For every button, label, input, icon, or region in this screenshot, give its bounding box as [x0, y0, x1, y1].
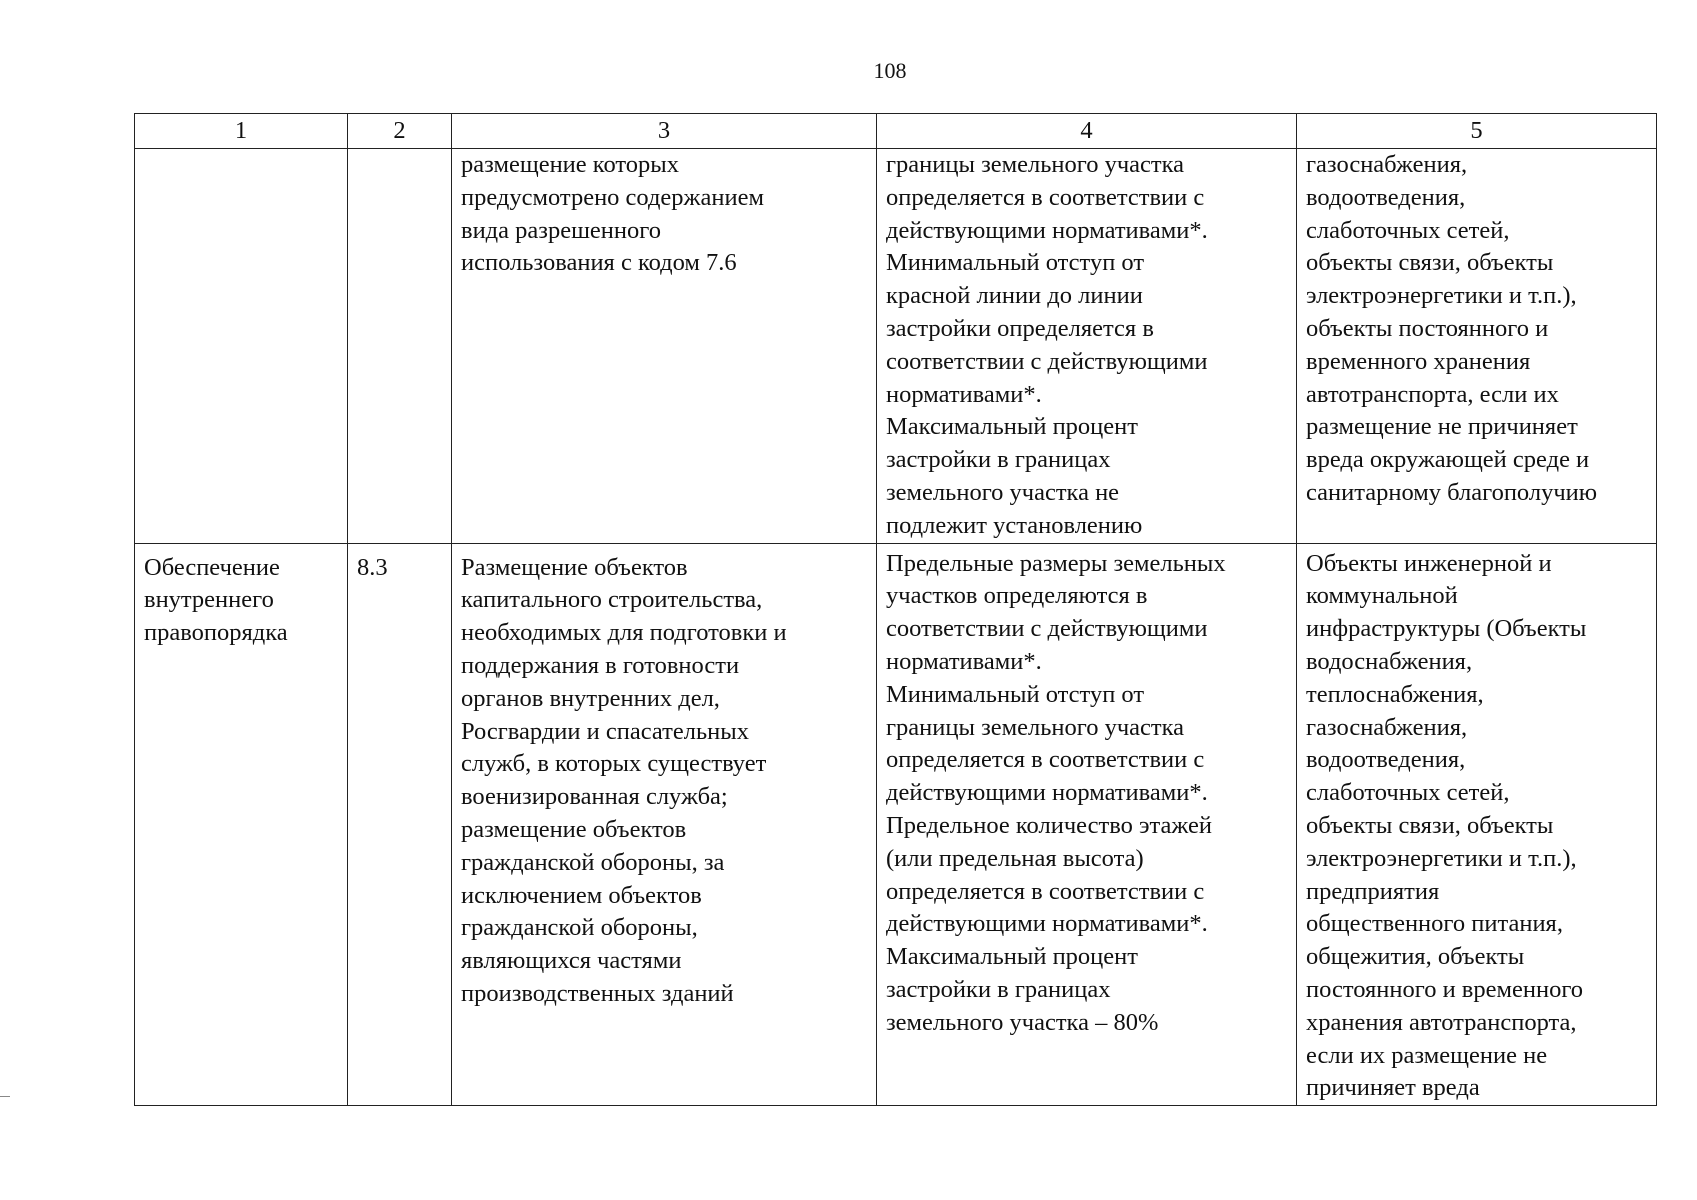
- column-header-2: 2: [348, 114, 452, 149]
- code-text: 8.3: [357, 553, 388, 581]
- use-type-text: Обеспечение внутреннего правопорядка: [144, 553, 288, 647]
- parameters-text: границы земельного участка определяется в соответствии с действующими нормативами*. Минимальный отступ от красной линии до линии застройки определяется в соответствии с действующими нормативами*. Максимальный процент застройки в границах земельного участка не подлежит установлению: [886, 151, 1208, 539]
- auxiliary-uses-cell: [1297, 149, 1657, 544]
- table-header-row: [135, 114, 1657, 149]
- auxiliary-uses-text: газоснабжения, водоотведения, слаботочных сетей, объекты связи, объекты электроэнергетики и т.п.), объекты постоянного и временного хранения автотранспорта, если их размещение не причиняет вреда окружающей среде и санитарному благополучию: [1306, 151, 1598, 506]
- auxiliary-uses-cell: [1297, 543, 1657, 1106]
- description-cell: [452, 149, 877, 544]
- parameters-cell: [877, 149, 1297, 544]
- scan-margin-mark: [0, 1096, 10, 1097]
- use-type-cell: [135, 149, 348, 544]
- parameters-cell: [877, 543, 1297, 1106]
- description-text: размещение которых предусмотрено содержанием вида разрешенного использования с кодом 7.6: [461, 151, 764, 277]
- description-cell: [452, 543, 877, 1106]
- page-number: 108: [873, 58, 907, 83]
- use-type-cell: [135, 543, 348, 1106]
- description-text: Размещение объектов капитального строительства, необходимых для подготовки и поддержания в готовности органов внутренних дел, Росгвардии и спасательных служб, в которых существует военизированная служба; размещение объектов гражданской обороны, за исключением объектов гражданской обороны, являющихся частями производственных зданий: [461, 553, 787, 1007]
- column-header-5: 5: [1297, 114, 1657, 149]
- column-header-1: 1: [135, 114, 348, 149]
- column-header-4: 4: [877, 114, 1297, 149]
- code-cell: [348, 149, 452, 544]
- table-row: [135, 149, 1657, 544]
- table-row: [135, 543, 1657, 1106]
- parameters-text: Предельные размеры земельных участков определяются в соответствии с действующими нормативами*. Минимальный отступ от границы земельного участка определяется в соответствии с действующими нормативами*. Предельное количество этажей (или предельная высота) определяется в соответствии с действующими нормативами*. Максимальный процент застройки в границах земельного участка – 80%: [886, 549, 1226, 1036]
- regulations-table: [134, 113, 1657, 1106]
- column-header-3: 3: [452, 114, 877, 149]
- auxiliary-uses-text: Объекты инженерной и коммунальной инфраструктуры (Объекты водоснабжения, теплоснабжения, газоснабжения, водоотведения, слаботочных сетей, объекты связи, объекты электроэнергетики и т.п.), предприятия общественного питания, общежития, объекты постоянного и временного хранения автотранспорта, если их размещение не причиняет вреда: [1306, 549, 1587, 1102]
- code-cell: [348, 543, 452, 1106]
